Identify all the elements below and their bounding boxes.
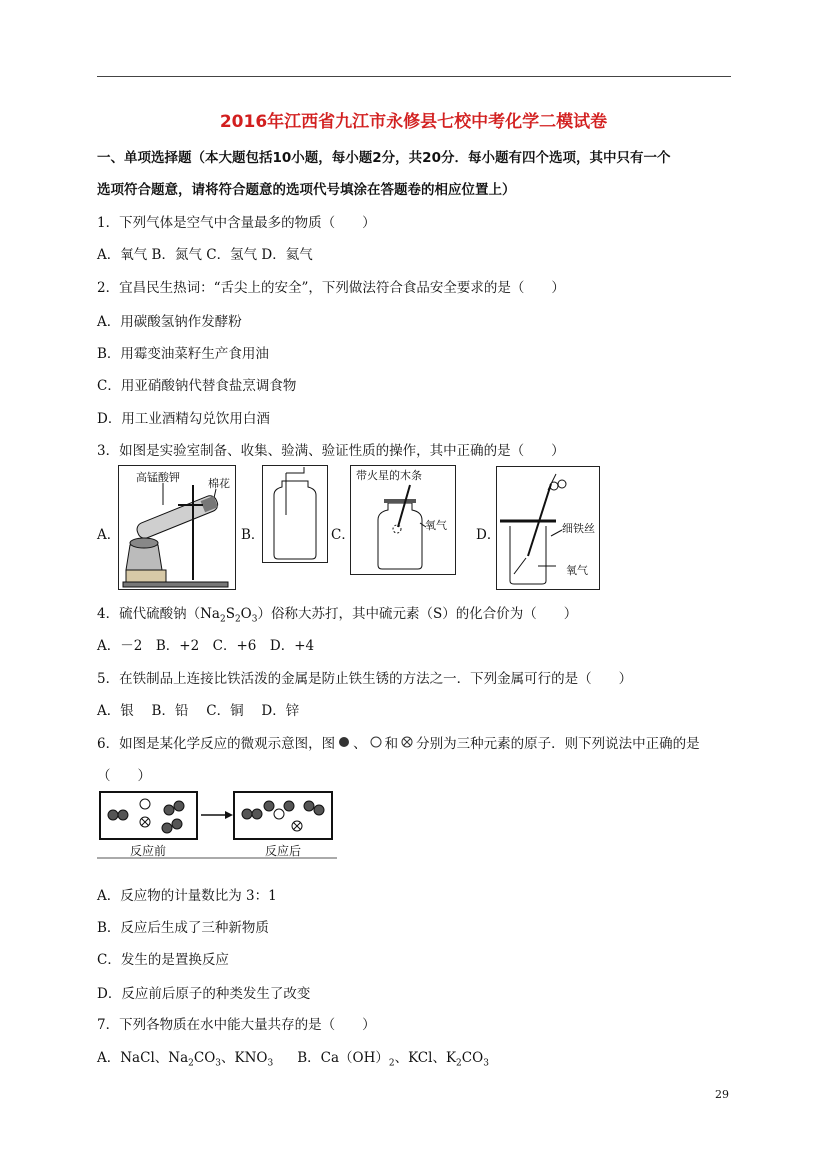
q4-stem: 4．硫代硫酸钠$(Na_2S_2O_3)$俗称大苏打，其中硫元素（S）的化合价为（ ） bbox=[97, 606, 578, 625]
q3-figure-a bbox=[118, 465, 236, 590]
q3-figure-c bbox=[350, 465, 456, 575]
atom-white-icon bbox=[367, 735, 385, 749]
atom-dark-icon bbox=[335, 735, 353, 749]
q6-option-a: A．反应物的计量数比为 3：1 bbox=[97, 888, 277, 904]
q1-stem: 1．下列气体是空气中含量最多的物质（ ） bbox=[97, 215, 376, 231]
q3-fig-a-label2: 棉花 bbox=[208, 477, 230, 490]
q3-label-b: B． bbox=[241, 527, 265, 543]
q6-paren: （ ） bbox=[97, 768, 151, 784]
header-rule bbox=[97, 76, 731, 77]
q3-fig-c-label2: 氧气 bbox=[425, 519, 447, 532]
section-heading-line1: 一、单项选择题（本大题包括10小题，每小题2分，共20分．每小题有四个选项，其中只有一个 bbox=[97, 150, 671, 166]
q2-option-a: A．用碳酸氢钠作发酵粉 bbox=[97, 314, 242, 330]
q6-reaction-diagram bbox=[97, 788, 337, 860]
q3-fig-d-label1: 细铁丝 bbox=[562, 522, 595, 535]
q7-options: A．NaCl、$Na_2CO_3$、$KNO_3$ B．$Ca(OH)_2$、KCl、$K_2CO_3$ bbox=[97, 1050, 489, 1069]
q3-fig-c-label1: 带火星的木条 bbox=[356, 469, 422, 482]
q6-before-label: 反应前 bbox=[130, 844, 167, 858]
q3-label-c: C． bbox=[331, 527, 355, 543]
q7-stem: 7．下列各物质在水中能大量共存的是（ ） bbox=[97, 1017, 376, 1033]
q3-figure-d bbox=[496, 466, 600, 590]
q3-label-a: A． bbox=[97, 527, 121, 543]
q1-options: A．氧气 B．氮气 C．氢气 D．氦气 bbox=[97, 247, 313, 263]
page-number: 29 bbox=[715, 1088, 729, 1101]
q3-stem: 3．如图是实验室制备、收集、验满、验证性质的操作，其中正确的是（ ） bbox=[97, 443, 565, 459]
q6-option-c: C．发生的是置换反应 bbox=[97, 952, 229, 968]
q2-option-b: B．用霉变油菜籽生产食用油 bbox=[97, 346, 269, 362]
q2-option-c: C．用亚硝酸钠代替食盐烹调食物 bbox=[97, 378, 297, 394]
q2-stem: 2．宜昌民生热词：“舌尖上的安全”，下列做法符合食品安全要求的是（ ） bbox=[97, 280, 565, 296]
q5-options: A．银 B．铅 C．铜 D．锌 bbox=[97, 703, 300, 719]
atom-crossed-icon bbox=[398, 735, 416, 749]
q6-option-b: B．反应后生成了三种新物质 bbox=[97, 920, 269, 936]
q3-figure-b bbox=[262, 465, 328, 563]
q5-stem: 5．在铁制品上连接比铁活泼的金属是防止铁生锈的方法之一．下列金属可行的是（ ） bbox=[97, 671, 633, 687]
q4-options: A．－2 B．+2 C．+6 D．+4 bbox=[97, 638, 315, 654]
q3-label-d: D． bbox=[476, 527, 501, 543]
q6-after-label: 反应后 bbox=[265, 844, 302, 858]
page-title: 2016年江西省九江市永修县七校中考化学二模试卷 bbox=[219, 112, 608, 132]
section-heading-line2: 选项符合题意，请将符合题意的选项代号填涂在答题卷的相应位置上） bbox=[97, 182, 516, 198]
q3-fig-d-label2: 氧气 bbox=[566, 564, 588, 577]
q6-option-d: D．反应前后原子的种类发生了改变 bbox=[97, 986, 311, 1002]
q3-fig-a-label1: 高锰酸钾 bbox=[136, 471, 180, 484]
q6-stem: 6．如图是某化学反应的微观示意图，图 、 和 分别为三种元素的原子．则下列说法中正确的是 bbox=[97, 736, 700, 752]
q2-option-d: D．用工业酒精勾兑饮用白酒 bbox=[97, 411, 270, 427]
